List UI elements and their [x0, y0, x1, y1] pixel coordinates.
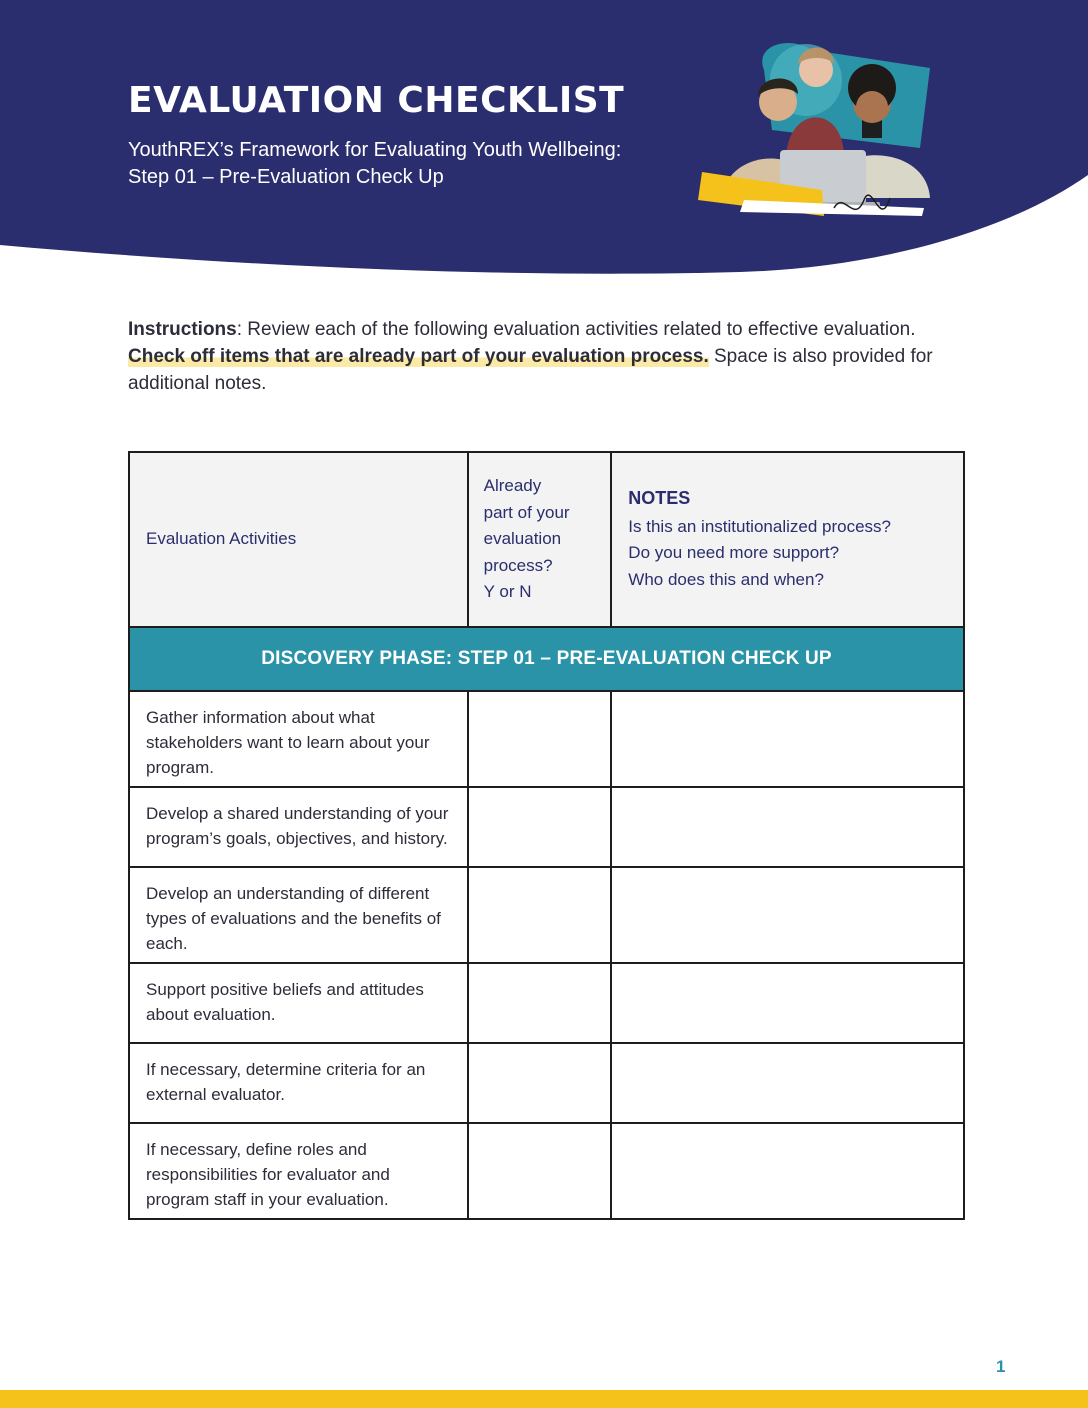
activity-cell [129, 1123, 468, 1219]
header-already-line: Already [483, 476, 542, 495]
activity-line: types of evaluations and the benefits of [146, 908, 441, 928]
activity-line: Gather information about what [146, 707, 375, 727]
activity-cell [129, 1043, 468, 1123]
phase-row [129, 627, 964, 691]
activity-line: responsibilities for evaluator and [146, 1164, 390, 1184]
activity-cell [129, 691, 468, 787]
header-already-line: process? [483, 555, 553, 575]
yn-cell[interactable] [468, 691, 612, 787]
notes-cell[interactable] [611, 867, 964, 963]
header-evaluation-activities: Evaluation Activities [129, 452, 468, 627]
evaluation-checklist-table [128, 451, 965, 1220]
activity-line: If necessary, define roles and [146, 1139, 367, 1159]
page-title: EVALUATION CHECKLIST [128, 80, 625, 121]
notes-cell[interactable] [611, 691, 964, 787]
instructions-highlight: Check off items that are already part of your evaluation process. [128, 346, 709, 367]
page-number: 1 [996, 1357, 1006, 1376]
activity-line: Develop an understanding of different [146, 883, 430, 903]
activity-line: Support positive beliefs and attitudes [146, 979, 424, 999]
activity-cell [129, 867, 468, 963]
subtitle-line-2: Step 01 – Pre-Evaluation Check Up [128, 166, 444, 188]
yn-cell[interactable] [468, 787, 612, 867]
table-row [129, 867, 964, 963]
students-collage-image [694, 30, 944, 230]
yn-cell[interactable] [468, 867, 612, 963]
activity-line: each. [146, 933, 188, 953]
instructions-text-2: Space is also provided for additional notes. [128, 346, 933, 394]
table-row [129, 691, 964, 787]
notes-cell[interactable] [611, 1123, 964, 1219]
table-row [129, 1123, 964, 1219]
table-header-row [129, 452, 964, 627]
notes-cell[interactable] [611, 963, 964, 1043]
header-notes [611, 452, 964, 627]
instructions-text-1: : Review each of the following evaluation activities related to effective evaluation. [236, 319, 916, 340]
header-already-part [468, 452, 612, 627]
notes-question: Do you need more support? [628, 543, 840, 563]
notes-question: Who does this and when? [628, 569, 824, 589]
activity-line: stakeholders want to learn about your [146, 732, 430, 752]
instructions-paragraph [128, 316, 948, 397]
table-row [129, 963, 964, 1043]
header-already-line: part of your [483, 502, 570, 522]
subtitle-line-1: YouthREX’s Framework for Evaluating Youth Wellbeing: [128, 139, 622, 161]
header-already-line: Y or N [483, 582, 532, 601]
notes-question: Is this an institutionalized process? [628, 516, 891, 536]
activity-line: Develop a shared understanding of your [146, 803, 449, 823]
table-row [129, 787, 964, 867]
activity-line: program. [146, 757, 215, 777]
instructions-label: Instructions [128, 319, 237, 340]
notes-cell[interactable] [611, 787, 964, 867]
activity-line: program’s goals, objectives, and history. [146, 828, 448, 848]
notes-title: NOTES [628, 488, 691, 509]
yn-cell[interactable] [468, 1043, 612, 1123]
yn-cell[interactable] [468, 963, 612, 1043]
activity-line: program staff in your evaluation. [146, 1189, 389, 1209]
activity-line: external evaluator. [146, 1084, 285, 1104]
table-row [129, 1043, 964, 1123]
notes-cell[interactable] [611, 1043, 964, 1123]
activity-cell [129, 963, 468, 1043]
yn-cell[interactable] [468, 1123, 612, 1219]
footer-accent-bar [0, 1390, 1088, 1408]
activity-line: about evaluation. [146, 1004, 276, 1024]
header-already-line: evaluation [483, 529, 562, 548]
activity-cell [129, 787, 468, 867]
phase-title: DISCOVERY PHASE: STEP 01 – PRE-EVALUATION CHECK UP [129, 627, 964, 691]
activity-line: If necessary, determine criteria for an [146, 1059, 426, 1079]
page-subtitle [128, 137, 621, 191]
